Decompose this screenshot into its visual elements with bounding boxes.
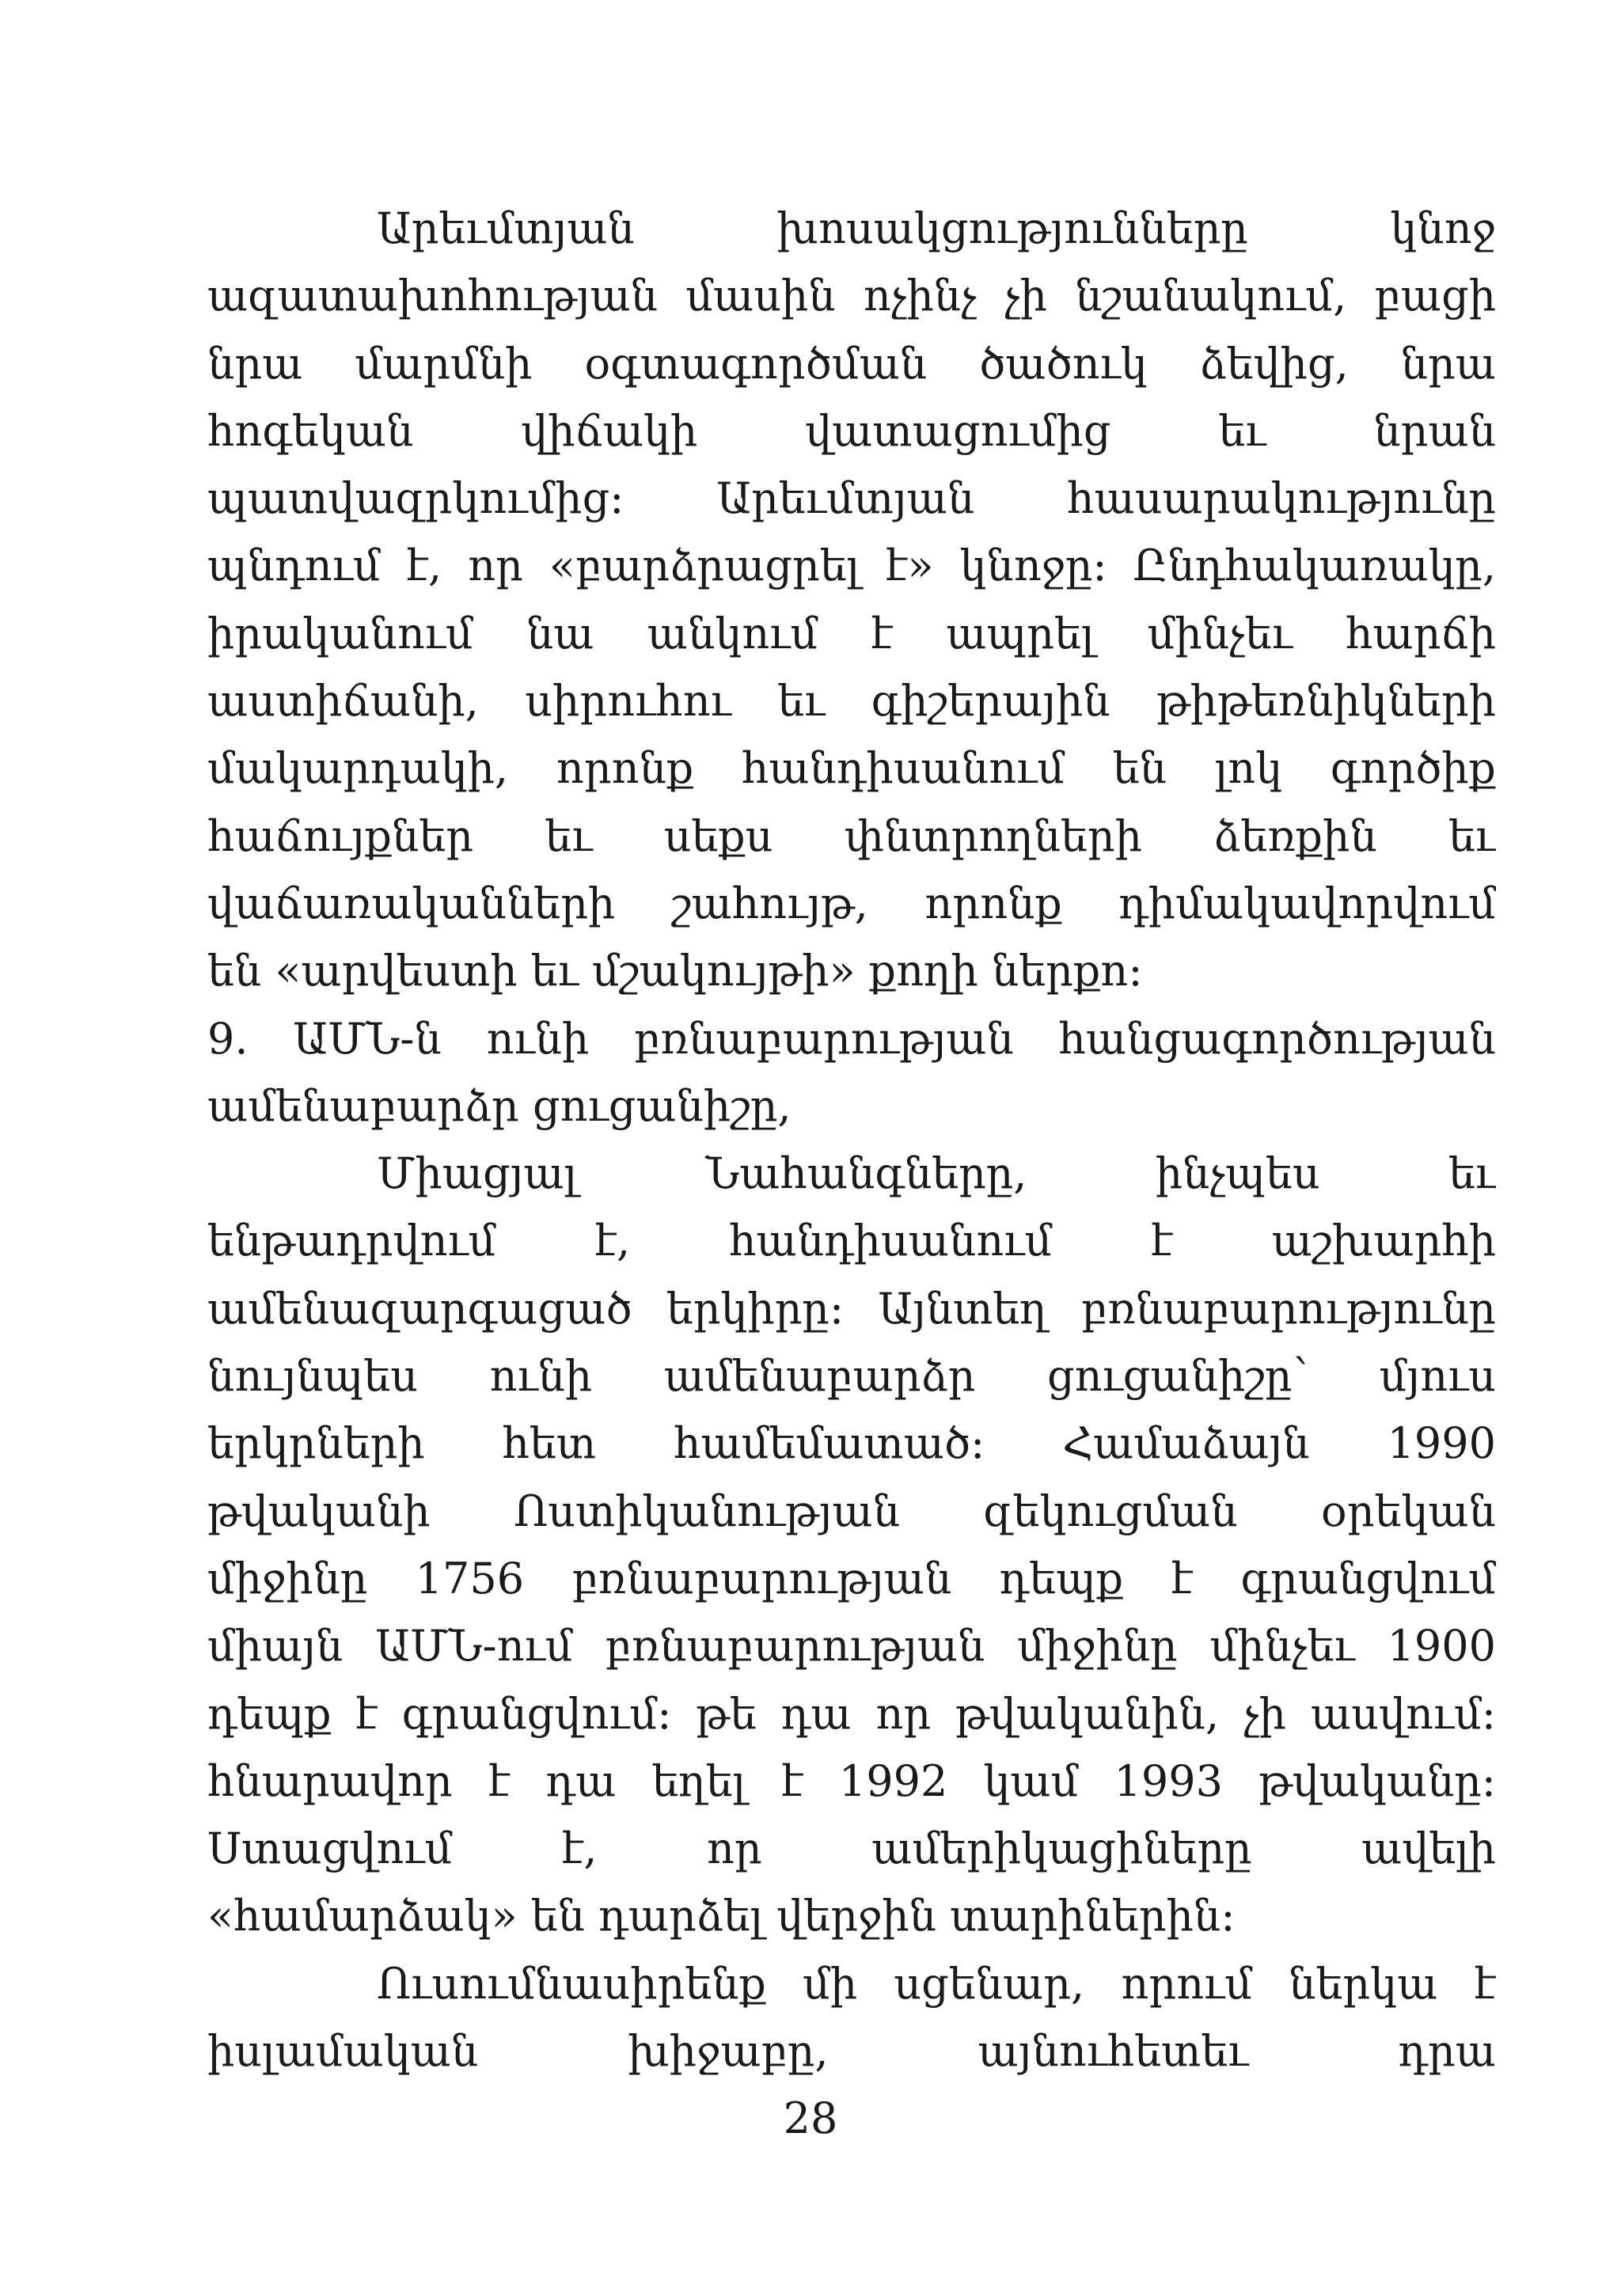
text-line: մակարդակի, որոնք հանդիսանում են լոկ գործիք [207, 743, 1496, 794]
text-line: պնդում է, որ «բարձրացրել է» կնոջը: Ընդհակառակը, [207, 541, 1496, 591]
text-line: նույնպես ունի ամենաբարձր ցուցանիշը՝ մյուս [207, 1351, 1496, 1402]
text-line: իսլամական խիջաբը, այնուհետեւ դրա [207, 2026, 1496, 2077]
section-heading-line: ամենաբարձր ցուցանիշը, [207, 1080, 792, 1131]
text-line: հնարավոր է դա եղել է 1992 կամ 1993 թվականը: [207, 1755, 1496, 1806]
text-line: հոգեկան վիճակի վատացումից եւ նրան [207, 405, 1496, 456]
text-line: միջինը 1756 բռնաբարության դեպք է գրանցվում [207, 1553, 1496, 1603]
text-line: ենթադրվում է, հանդիսանում է աշխարհի [207, 1216, 1496, 1266]
text-line: երկրների հետ համեմատած: Համաձայն 1990 [207, 1418, 1496, 1469]
text-line: Ստացվում է, որ ամերիկացիները ավելի [207, 1824, 1496, 1874]
text-line: նրա մարմնի օգտագործման ծածուկ ձեվից, նրա [207, 338, 1496, 389]
text-line: «համարձակ» են դարձել վերջին տարիներին: [207, 1891, 1236, 1941]
section-heading-line: 9. ԱՄՆ-ն ունի բռնաբարության հանցագործության [207, 1013, 1496, 1064]
text-line: Արեւմտյան խոսակցությունները կնոջ [377, 203, 1496, 253]
text-line: ազատախոհության մասին ոչինչ չի նշանակում, բացի [207, 271, 1496, 321]
text-line: միայն ԱՄՆ-ում բռնաբարության միջինը մինչեւ 1900 [207, 1621, 1496, 1672]
text-line: պատվազրկումից: Արեւմտյան հասարակությունը [207, 473, 1496, 524]
text-line: են «արվեստի եւ մշակույթի» քողի ներքո: [207, 946, 1143, 996]
text-line: իրականում նա անկում է ապրել մինչեւ հարճի [207, 608, 1496, 658]
text-line: Միացյալ Նահանգները, ինչպես եւ [377, 1148, 1496, 1199]
text-line: հաճույքներ եւ սեքս փնտրողների ձեռքին եւ [207, 810, 1496, 861]
text-line: աստիճանի, սիրուհու եւ գիշերային թիթեռնիկների [207, 676, 1496, 727]
text-line: ամենազարգացած երկիրը: Այնտեղ բռնաբարությունը [207, 1283, 1496, 1334]
page-number: 28 [783, 2093, 838, 2143]
text-line: վաճառականների շահույթ, որոնք դիմակավորվում [207, 878, 1496, 928]
body-text [207, 195, 1496, 2085]
text-line: Ուսումնասիրենք մի սցենար, որում ներկա է [377, 1958, 1496, 2009]
text-line: դեպք է գրանցվում: թե դա որ թվականին, չի ասվում: [207, 1688, 1496, 1739]
text-line: թվականի Ոստիկանության զեկուցման օրեկան [207, 1486, 1496, 1536]
